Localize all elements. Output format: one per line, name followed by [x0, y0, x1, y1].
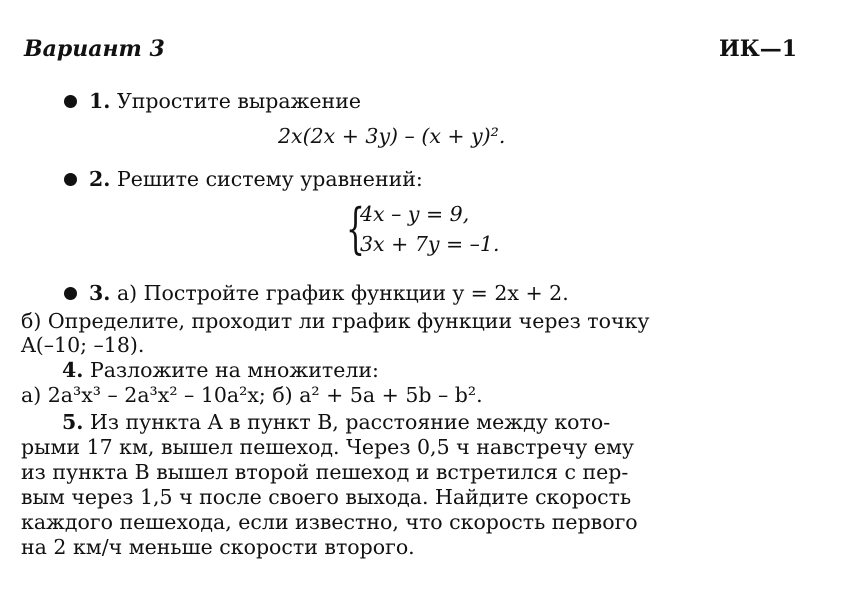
bullet-icon	[64, 173, 77, 186]
task-2-text: Решите систему уравнений:	[116, 167, 423, 191]
task-1-heading	[64, 88, 361, 114]
task-5-line-3: из пункта B вышел второй пешеход и встретился с пер-	[21, 460, 629, 484]
bullet-icon	[64, 287, 77, 300]
task-3-part-b-line-2: A(–10; –18).	[21, 333, 145, 357]
task-5-line-2: рыми 17 км, вышел пешеход. Через 0,5 ч навстречу ему	[21, 435, 634, 459]
task-4-number: 4.	[62, 358, 84, 382]
bullet-icon	[64, 95, 77, 108]
variant-title: Вариант 3	[24, 36, 165, 62]
task-1-text: Упростите выражение	[116, 89, 362, 113]
task-4-heading	[62, 357, 379, 383]
task-1-number: 1.	[89, 89, 111, 113]
system-brace-icon: {	[346, 197, 365, 260]
task-2-number: 2.	[89, 167, 111, 191]
equation-2: 3x + 7y = –1.	[360, 232, 500, 256]
task-3-part-b-line-1: б) Определите, проходит ли график функции через точку	[21, 309, 650, 333]
task-5-number: 5.	[62, 410, 84, 434]
equation-1: 4x – y = 9,	[360, 202, 470, 226]
task-3-number: 3.	[89, 281, 111, 305]
task-5-line-1	[62, 409, 610, 435]
task-4-text: Разложите на множители:	[89, 358, 379, 382]
task-5-line-4: вым через 1,5 ч после своего выхода. Найдите скорость	[21, 485, 632, 509]
task-3-heading	[64, 280, 569, 306]
task-5-text-line-1: Из пункта A в пункт B, расстояние между кото-	[89, 410, 611, 434]
task-1-expression: 2x(2x + 3y) – (x + y)².	[278, 124, 506, 148]
task-4-parts: а) 2a³x³ – 2a³x² – 10a²x; б) a² + 5a + 5b – b².	[21, 383, 483, 407]
worksheet-code: ИК—1	[719, 36, 798, 62]
task-2-heading	[64, 166, 423, 192]
task-5-line-5: каждого пешехода, если известно, что скорость первого	[21, 510, 638, 534]
task-3-part-a: а) Постройте график функции y = 2x + 2.	[116, 281, 569, 305]
task-5-line-6: на 2 км/ч меньше скорости второго.	[21, 535, 415, 559]
